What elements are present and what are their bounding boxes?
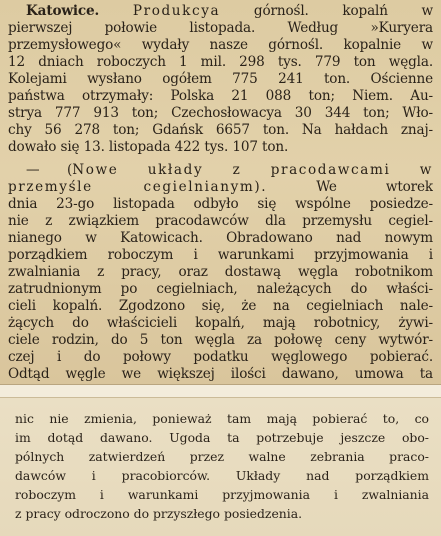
article-line: pierwszej połowie listopada. Według »Kuryera — [8, 20, 433, 36]
article-line: roboczym i warunkami przyjmowania i zwalniania — [15, 487, 429, 502]
newspaper-clipping-bottom — [0, 398, 441, 536]
article-line: zwalniania z pracy, oraz dostawą węgla robotnikom — [8, 264, 433, 280]
article-line: im dotąd dawano. Ugoda ta potrzebuje jeszcze obo- — [15, 430, 429, 445]
article-line: żących do właścicieli kopalń, mają robotnicy, żywi- — [8, 315, 433, 331]
dateline-katowice: Katowice. — [26, 3, 100, 19]
article-line: Odtąd węgle we większej ilości dawano, umowa ta — [8, 366, 433, 382]
article-line: nianego w Katowicach. Obradowano nad nowym — [8, 230, 433, 246]
article-line: ciele rodzin, do 5 ton węgla za połowę ceny wytwór- — [8, 332, 433, 348]
section-heading: Nowe układy z pracodawcami w — [72, 162, 433, 178]
article-line: — (Nowe układy z pracodawcami w — [26, 162, 433, 178]
article-line: przemyśle cegielnianym). We wtorek — [8, 179, 433, 195]
article-line: Kolejami wysłano ogółem 775 241 ton. Ościenne — [8, 71, 433, 87]
section-heading: przemyśle cegielnianym). — [8, 179, 268, 195]
article-line: czej i do połowy podatku węglowego pobierać. — [8, 349, 433, 365]
article-line: przemysłowego« wydały nasze górnośl. kopalnie w — [8, 37, 433, 53]
article-line: z pracy odroczono do przyszłego posiedzenia. — [15, 506, 303, 521]
article-line: dawców i pracobiorców. Układy nad porządkiem — [15, 468, 429, 483]
article-line: chy 56 278 ton; Gdańsk 6657 ton. Na hałdach znaj- — [8, 122, 433, 138]
article-line: porządkiem roboczym i warunkami przyjmowania i — [8, 247, 433, 263]
article-line: pólnych zatwierdzeń przez walne zebrania praco- — [15, 449, 429, 464]
clipping-separator — [0, 384, 441, 398]
article-line: cieli kopalń. Zgodzono się, że na cegielniach nale- — [8, 298, 433, 314]
article-line: nie z związkiem pracodawców dla przemysłu cegiel- — [8, 213, 433, 229]
article-line: nic nie zmienia, ponieważ tam mają pobierać to, co — [15, 411, 429, 426]
headline-produkcya: Produkcya — [132, 3, 221, 19]
article-line: dnia 23-go listopada odbyło się wspólne posiedze- — [8, 196, 433, 212]
article-line: państwa otrzymały: Polska 21 088 ton; Niem. Au- — [8, 88, 433, 104]
article-line: 12 dniach roboczych 1 mil. 298 tys. 779 ton węgla. — [8, 54, 433, 70]
article-line: zatrudnionym po cegielniach, należących do właści- — [8, 281, 433, 297]
article-line: dowało się 13. listopada 422 tys. 107 ton. — [8, 139, 289, 155]
article-line: strya 777 913 ton; Czechosłowacya 30 344 ton; Wło- — [8, 105, 433, 121]
article-line: Katowice. Produkcya górnośl. kopalń w — [26, 3, 433, 19]
